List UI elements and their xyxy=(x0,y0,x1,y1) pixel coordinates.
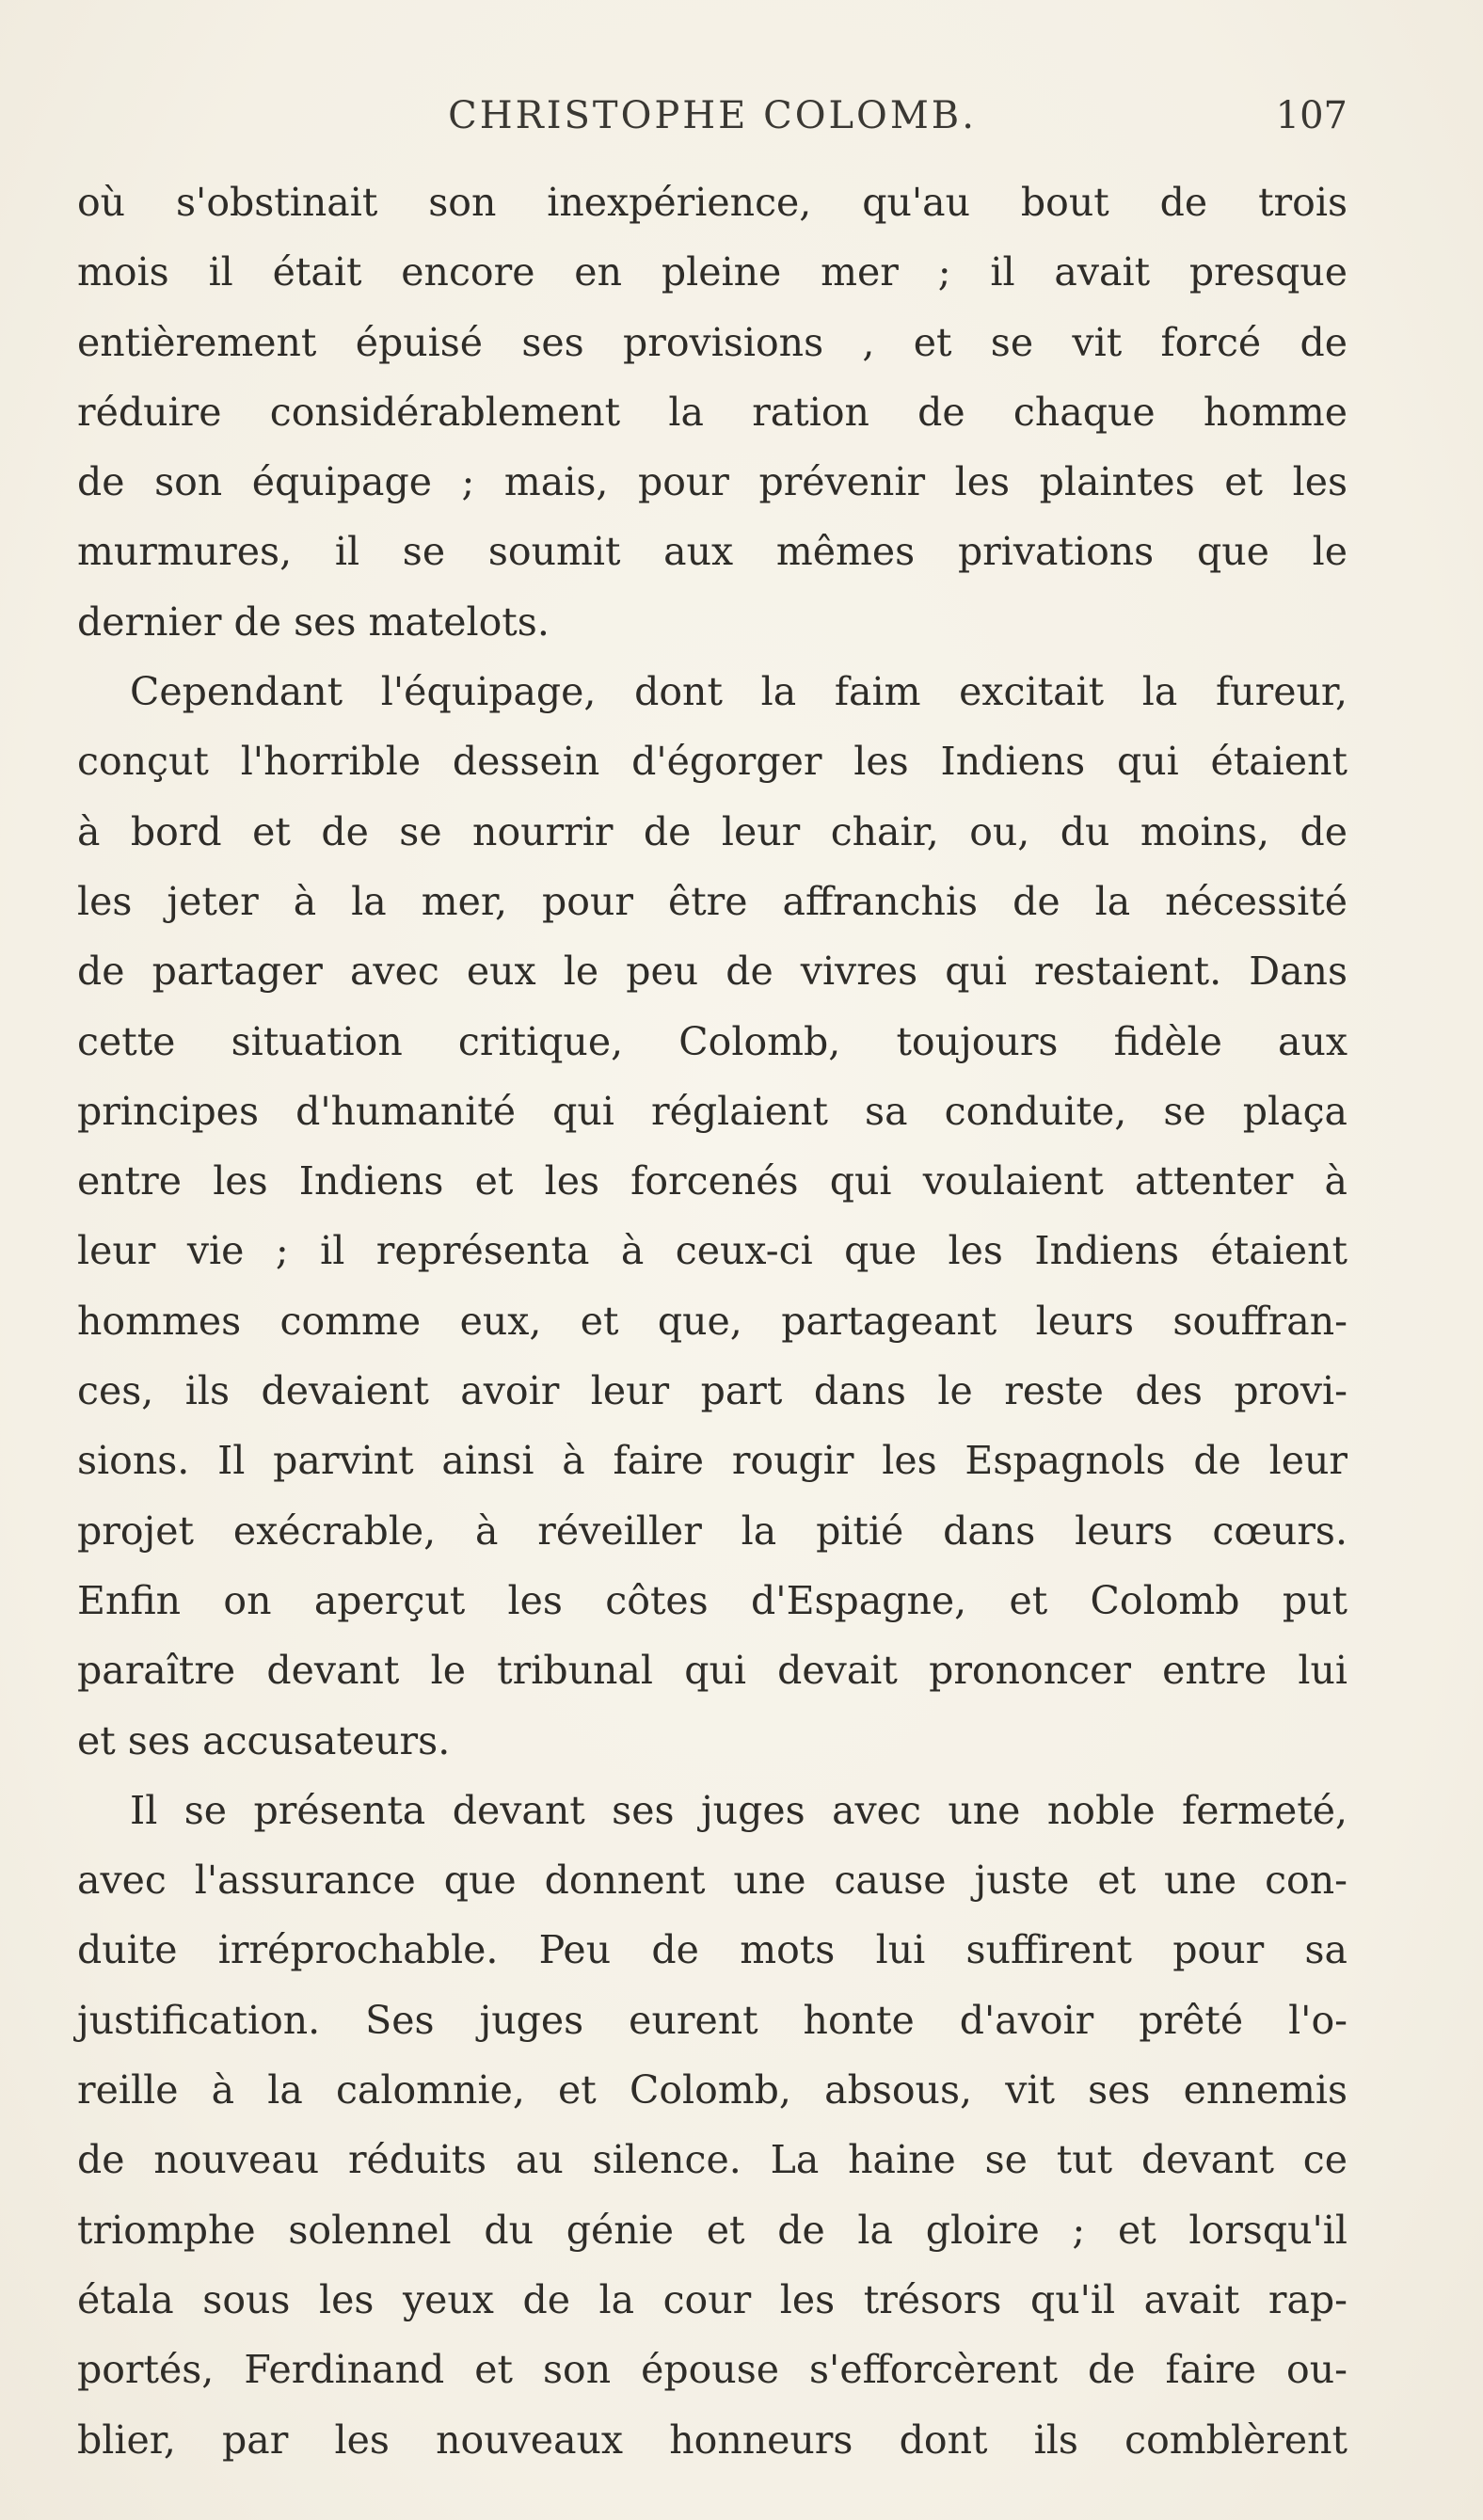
text-line: sions. Il parvint ainsi à faire rougir les Espagnols de leur xyxy=(77,1438,1347,1484)
text-line: principes d'humanité qui réglaient sa conduite, se plaça xyxy=(77,1088,1347,1134)
text-line: entre les Indiens et les forcenés qui voulaient attenter à xyxy=(77,1158,1347,1204)
text-line: paraître devant le tribunal qui devait prononcer entre lui xyxy=(77,1648,1347,1694)
text-line: entièrement épuisé ses provisions , et se vit forcé de xyxy=(77,319,1347,365)
text-line: cette situation critique, Colomb, toujours fidèle aux xyxy=(77,1018,1347,1064)
text-line: Enfin on aperçut les côtes d'Espagne, et Colomb put xyxy=(77,1577,1347,1623)
text-line: où s'obstinait son inexpérience, qu'au bout de trois xyxy=(77,180,1347,225)
text-line: dernier de ses matelots. xyxy=(77,598,550,645)
text-line: Il se présenta devant ses juges avec une noble fermeté, xyxy=(130,1787,1347,1833)
text-line: réduire considérablement la ration de chaque homme xyxy=(77,389,1347,435)
running-title: CHRISTOPHE COLOMB. xyxy=(448,94,977,137)
text-line: les jeter à la mer, pour être affranchis de la nécessité xyxy=(77,878,1347,924)
text-line: à bord et de se nourrir de leur chair, ou, du moins, de xyxy=(77,808,1347,854)
page-number: 107 xyxy=(1275,94,1347,137)
text-line: murmures, il se soumit aux mêmes privations que le xyxy=(77,529,1347,575)
page-header xyxy=(77,94,1347,151)
text-line: et ses accusateurs. xyxy=(77,1717,451,1763)
text-line: portés, Ferdinand et son épouse s'efforcèrent de faire ou- xyxy=(77,2347,1347,2393)
text-line: ces, ils devaient avoir leur part dans le reste des provi- xyxy=(77,1368,1347,1414)
text-line: hommes comme eux, et que, partageant leurs souffran- xyxy=(77,1298,1347,1344)
text-line: blier, par les nouveaux honneurs dont ils comblèrent xyxy=(77,2416,1347,2463)
text-line: de nouveau réduits au silence. La haine se tut devant ce xyxy=(77,2137,1347,2183)
text-line: conçut l'horrible dessein d'égorger les Indiens qui étaient xyxy=(77,739,1347,785)
text-line: triomphe solennel du génie et de la gloire ; et lorsqu'il xyxy=(77,2207,1347,2253)
text-line: reille à la calomnie, et Colomb, absous, vit ses ennemis xyxy=(77,2067,1347,2113)
text-line: Cependant l'équipage, dont la faim excitait la fureur, xyxy=(130,669,1347,715)
text-line: projet exécrable, à réveiller la pitié dans leurs cœurs. xyxy=(77,1507,1347,1554)
text-line: justification. Ses juges eurent honte d'avoir prêté l'o- xyxy=(77,1997,1347,2043)
text-line: de son équipage ; mais, pour prévenir les plaintes et les xyxy=(77,459,1347,505)
text-line: étala sous les yeux de la cour les trésors qu'il avait rap- xyxy=(77,2276,1347,2322)
text-line: avec l'assurance que donnent une cause juste et une con- xyxy=(77,1858,1347,1904)
text-line: duite irréprochable. Peu de mots lui suffirent pour sa xyxy=(77,1927,1347,1973)
text-line: de partager avec eux le peu de vivres qui restaient. Dans xyxy=(77,949,1347,995)
text-line: leur vie ; il représenta à ceux-ci que les Indiens étaient xyxy=(77,1228,1347,1274)
text-line: mois il était encore en pleine mer ; il avait presque xyxy=(77,249,1347,295)
body-text xyxy=(77,167,1347,2475)
